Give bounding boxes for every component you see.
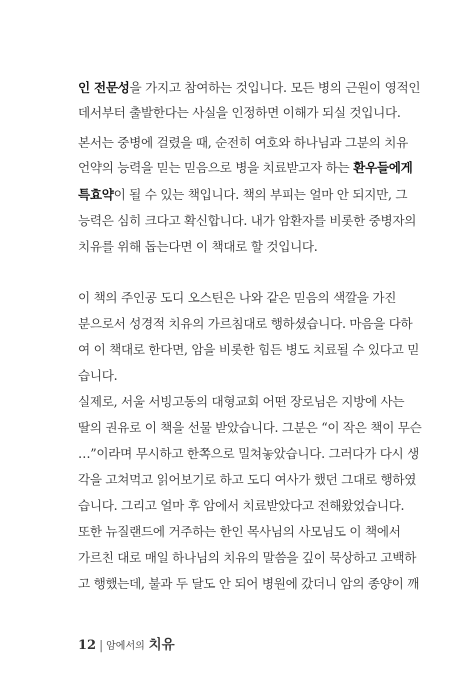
text-line: 치유를 위해 돕는다면 이 책대로 할 것입니다. — [78, 239, 318, 254]
running-title: 치유 — [148, 637, 175, 653]
text-line: 데서부터 출발한다는 사실을 인정하면 이해가 되실 것입니다. — [78, 105, 401, 120]
text-line: 특효약이 될 수 있는 책입니다. 책의 부피는 얼마 안 되지만, 그 — [78, 187, 408, 202]
text-line: 딸의 권유로 이 책을 선물 받았습니다. 그분은 “이 작은 책이 무슨 — [78, 420, 422, 435]
text-line: 인 전문성을 가지고 참여하는 것입니다. 모든 병의 근원이 영적인 — [78, 80, 421, 95]
text-line: …”이라며 무시하고 한쪽으로 밀쳐놓았습니다. 그러다가 다시 생 — [78, 446, 419, 461]
text-line: 이 책의 주인공 도디 오스틴은 나와 같은 믿음의 색깔을 가진 — [78, 290, 397, 305]
text-line: 각을 고쳐먹고 읽어보기로 하고 도디 여사가 했던 그대로 행하였 — [78, 472, 417, 487]
page-number: 12 — [78, 638, 97, 653]
text-line: 여 이 책대로 한다면, 암을 비롯한 힘든 병도 치료될 수 있다고 믿 — [78, 342, 420, 357]
text-line: 능력은 심히 크다고 확신합니다. 내가 암환자를 비롯한 중병자의 — [78, 213, 417, 228]
text-line: 실제로, 서울 서빙고동의 대형교회 어떤 장로님은 지방에 사는 — [78, 394, 405, 409]
text-line: 분으로서 성경적 치유의 가르침대로 행하셨습니다. 마음을 다하 — [78, 316, 413, 331]
page-footer — [78, 637, 175, 655]
text-line: 습니다. 그리고 얼마 후 암에서 치료받았다고 전해왔었습니다. — [78, 498, 405, 513]
text-line: 또한 뉴질랜드에 거주하는 한인 목사님의 사모님도 이 책에서 — [78, 524, 401, 539]
text-line: 본서는 중병에 걸렸을 때, 순전히 여호와 하나님과 그분의 치유 — [78, 135, 408, 150]
text-line: 가르친 대로 매일 하나님의 치유의 말씀을 깊이 묵상하고 고백하 — [78, 550, 417, 565]
text-line: 습니다. — [78, 368, 118, 383]
text-line: 고 행했는데, 불과 두 달도 안 되어 병원에 갔더니 암의 종양이 깨 — [78, 576, 420, 591]
text-line: 언약의 능력을 믿는 믿음으로 병을 치료받고자 하는 환우들에게 — [78, 160, 413, 175]
footer-separator: | — [99, 638, 104, 652]
running-title-prefix: 암에서의 — [106, 641, 145, 652]
